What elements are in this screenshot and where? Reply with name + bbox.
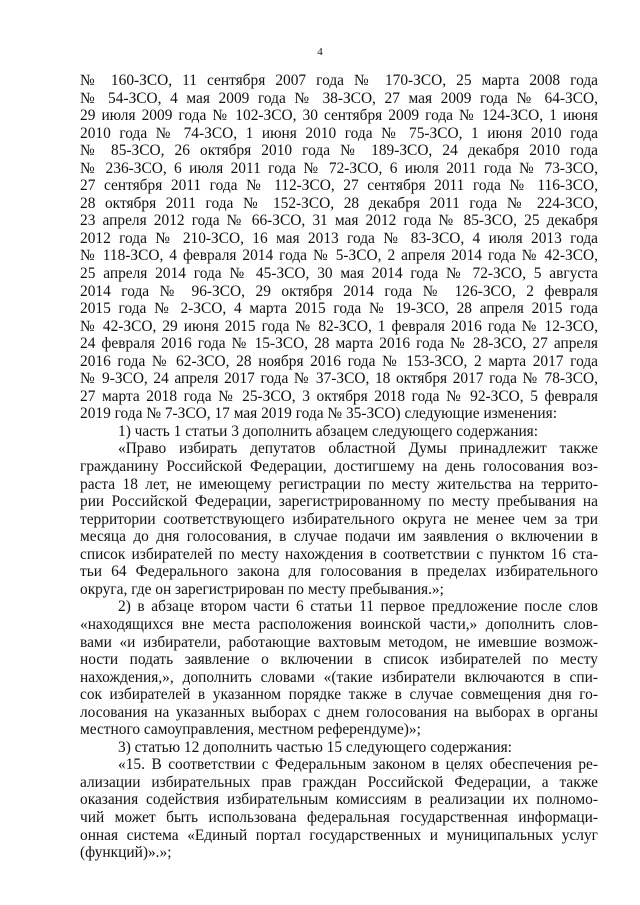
text-line: сок избирателей в указанном порядке также в случае совмещения дня го- xyxy=(80,686,598,704)
text-line: № 42-ЗСО, 29 июня 2015 года № 82-ЗСО, 1 февраля 2016 года № 12-ЗСО, xyxy=(80,317,598,335)
text-line: № 160-ЗСО, 11 сентября 2007 года № 170-ЗСО, 25 марта 2008 года xyxy=(80,72,598,89)
text-line: 2014 года № 96-ЗСО, 29 октября 2014 года № 126-ЗСО, 2 февраля xyxy=(80,282,598,300)
text-line: 2012 года № 210-ЗСО, 16 мая 2013 года № 83-ЗСО, 4 июля 2013 года xyxy=(80,229,598,247)
text-line: вами «и избиратели, работающие вахтовым методом, не имевшие возмож- xyxy=(80,633,598,651)
text-line: местного самоуправления, местном референдуме)»; xyxy=(80,721,421,739)
text-line: оказания содействия избирательным комиссиям в реализации их полномо- xyxy=(80,791,598,809)
text-line: № 236-ЗСО, 6 июля 2011 года № 72-ЗСО, 6 июля 2011 года № 73-ЗСО, xyxy=(80,159,598,177)
text-line: (функций)».»; xyxy=(80,844,172,862)
document-body xyxy=(80,72,598,862)
text-line: «15. В соответствии с Федеральным законом в целях обеспечения ре- xyxy=(118,756,598,774)
text-line: тьи 64 Федерального закона для голосования в пределах избирательного xyxy=(80,563,598,581)
text-line: «находящихся вне места расположения воинской части,» дополнить слов- xyxy=(80,615,598,633)
page-number: 4 xyxy=(317,46,323,58)
text-line: 27 сентября 2011 года № 112-ЗСО, 27 сентября 2011 года № 116-ЗСО, xyxy=(80,177,598,195)
text-line: 25 апреля 2014 года № 45-ЗСО, 30 мая 2014 года № 72-ЗСО, 5 августа xyxy=(80,265,598,283)
text-line: 2015 года № 2-ЗСО, 4 марта 2015 года № 19-ЗСО, 28 апреля 2015 года xyxy=(80,300,598,318)
text-line: 27 марта 2018 года № 25-ЗСО, 3 октября 2018 года № 92-ЗСО, 5 февраля xyxy=(80,387,598,405)
text-line: гражданину Российской Федерации, достигшему на день голосования воз- xyxy=(80,458,598,476)
text-line: 24 февраля 2016 года № 15-ЗСО, 28 марта 2016 года № 28-ЗСО, 27 апреля xyxy=(80,335,598,353)
text-line: месяца до дня голосования, в случае подачи им заявления о включении в xyxy=(80,528,598,546)
text-line: № 85-ЗСО, 26 октября 2010 года № 189-ЗСО, 24 декабря 2010 года xyxy=(80,142,598,160)
text-line: 28 октября 2011 года № 152-ЗСО, 28 декабря 2011 года № 224-ЗСО, xyxy=(80,194,598,212)
text-line: чий может быть использована федеральная государственная информаци- xyxy=(80,808,598,826)
text-line: 3) статью 12 дополнить частью 15 следующего содержания: xyxy=(118,738,512,756)
text-line: округа, где он зарегистрирован по месту пребывания.»; xyxy=(80,580,444,598)
text-line: рии Российской Федерации, зарегистрированному по месту пребывания на xyxy=(80,493,598,511)
text-line: территории соответствующего избирательного округа не менее чем за три xyxy=(80,510,598,528)
text-line: 23 апреля 2012 года № 66-ЗСО, 31 мая 2012 года № 85-ЗСО, 25 декабря xyxy=(80,212,598,230)
text-line: лосования на указанных выборах с днем голосования на выборах в органы xyxy=(80,703,598,721)
text-line: «Право избирать депутатов областной Думы принадлежит также xyxy=(118,440,598,458)
text-line: 2010 года № 74-ЗСО, 1 июня 2010 года № 75-ЗСО, 1 июня 2010 года xyxy=(80,124,598,142)
text-line: 2) в абзаце втором части 6 статьи 11 первое предложение после слов xyxy=(118,598,598,616)
text-line: 29 июля 2009 года № 102-ЗСО, 30 сентября 2009 года № 124-ЗСО, 1 июня xyxy=(80,107,598,125)
text-line: № 54-ЗСО, 4 мая 2009 года № 38-ЗСО, 27 мая 2009 года № 64-ЗСО, xyxy=(80,89,598,107)
text-line: список избирателей по месту нахождения в соответствии с пунктом 16 ста- xyxy=(80,545,598,563)
text-line: раста 18 лет, не имеющему регистрации по месту жительства на террито- xyxy=(80,475,598,493)
text-line: № 9-ЗСО, 24 апреля 2017 года № 37-ЗСО, 18 октября 2017 года № 78-ЗСО, xyxy=(80,370,598,388)
text-line: нахождения,», дополнить словами «(такие избиратели включаются в спи- xyxy=(80,668,598,686)
text-line: ности подать заявление о включении в список избирателей по месту xyxy=(80,651,598,669)
text-line: 2019 года № 7-ЗСО, 17 мая 2019 года № 35-ЗСО) следующие изменения: xyxy=(80,405,558,423)
text-line: онная система «Единый портал государственных и муниципальных услуг xyxy=(80,826,598,844)
text-line: № 118-ЗСО, 4 февраля 2014 года № 5-ЗСО, 2 апреля 2014 года № 42-ЗСО, xyxy=(80,247,598,265)
text-line: ализации избирательных прав граждан Российской Федерации, а также xyxy=(80,773,598,791)
text-line: 1) часть 1 статьи 3 дополнить абзацем следующего содержания: xyxy=(118,422,539,440)
text-line: 2016 года № 62-ЗСО, 28 ноября 2016 года № 153-ЗСО, 2 марта 2017 года xyxy=(80,352,598,370)
